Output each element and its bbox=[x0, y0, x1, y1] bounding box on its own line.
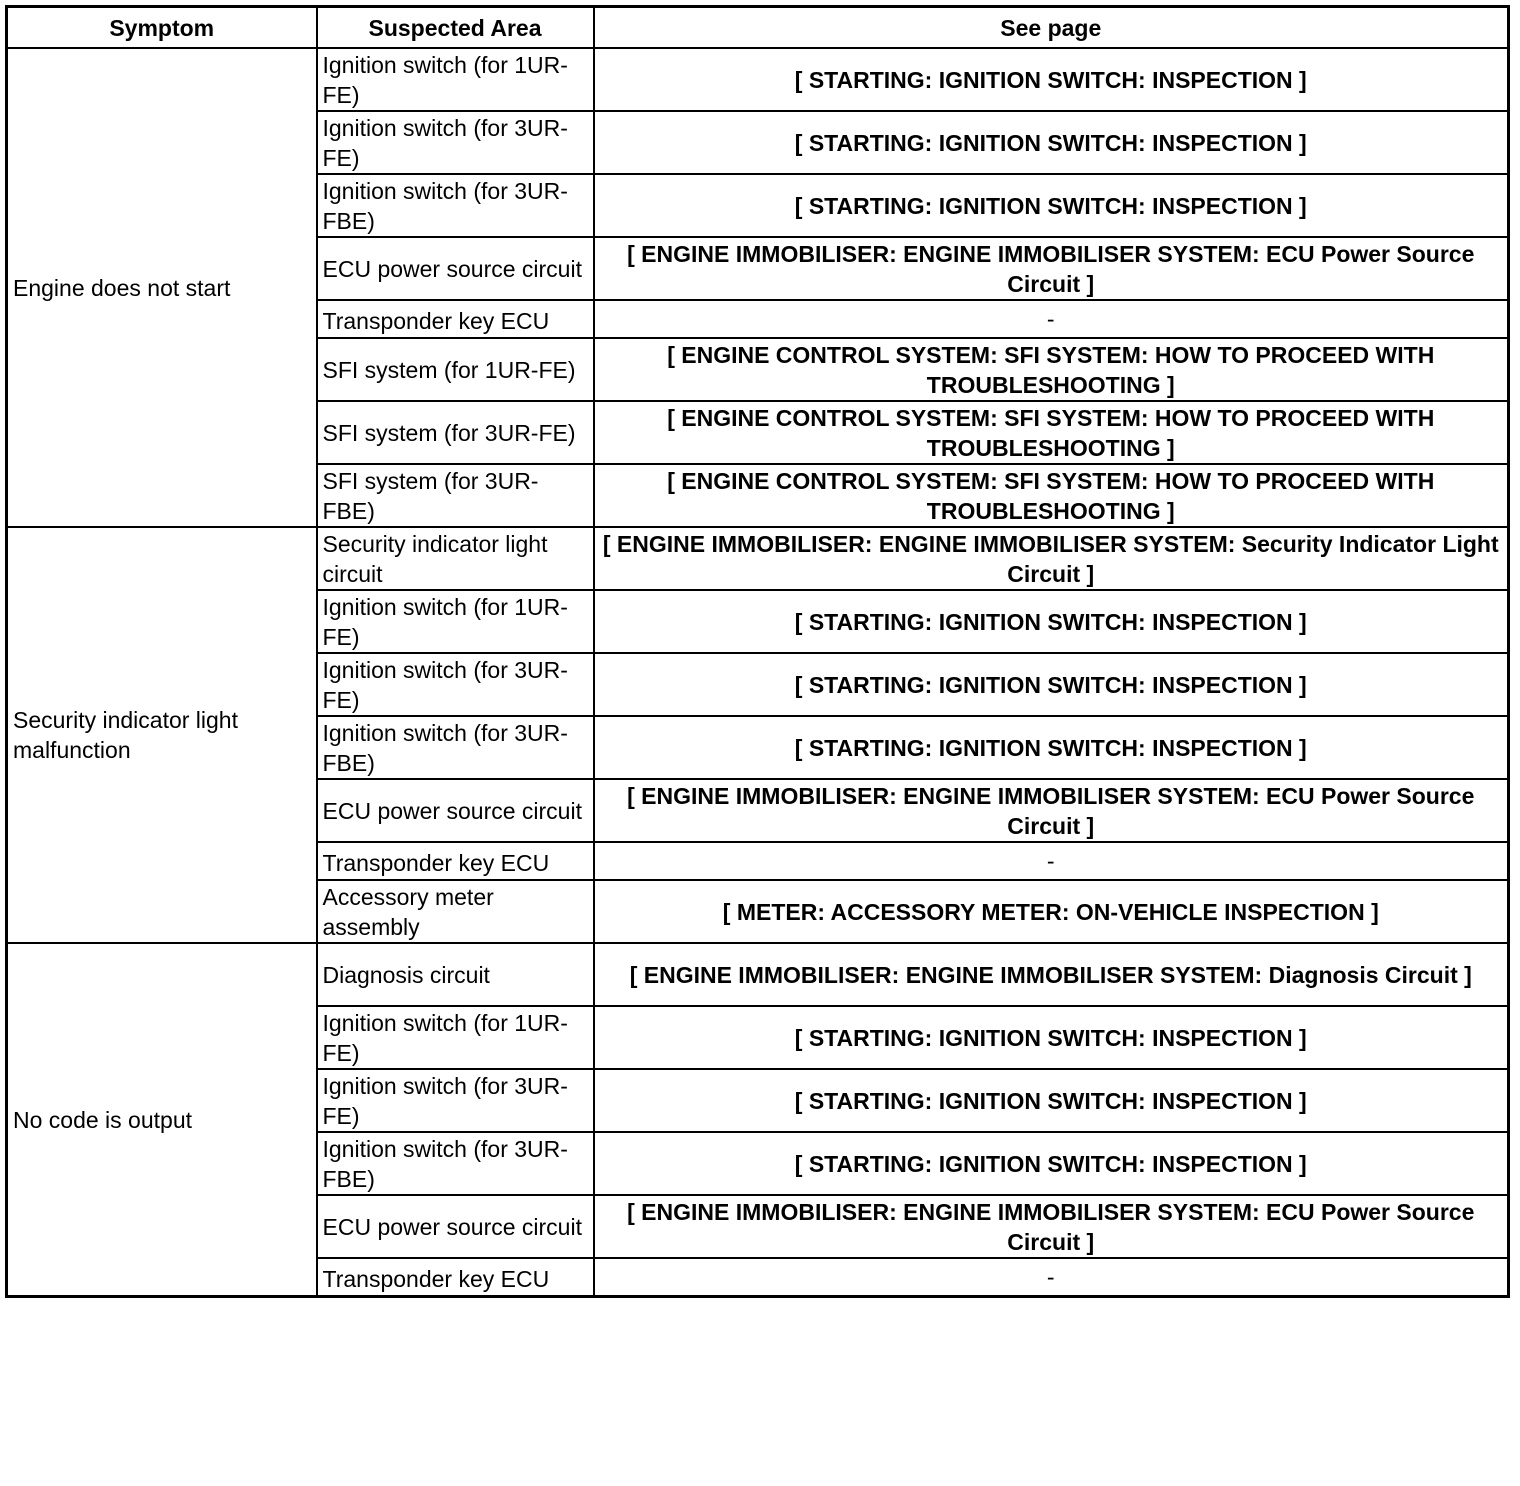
header-see-page: See page bbox=[594, 7, 1509, 49]
suspected-area-cell: Accessory meter assembly bbox=[317, 880, 594, 943]
header-symptom: Symptom bbox=[7, 7, 317, 49]
table-row bbox=[7, 943, 1509, 1006]
see-page-cell: [ STARTING: IGNITION SWITCH: INSPECTION ] bbox=[594, 48, 1509, 111]
see-page-cell: [ ENGINE IMMOBILISER: ENGINE IMMOBILISER SYSTEM: ECU Power Source Circuit ] bbox=[594, 779, 1509, 842]
suspected-area-cell: Ignition switch (for 3UR-FE) bbox=[317, 111, 594, 174]
see-page-cell: - bbox=[594, 300, 1509, 338]
suspected-area-cell: SFI system (for 3UR-FBE) bbox=[317, 464, 594, 527]
suspected-area-cell: Transponder key ECU bbox=[317, 1258, 594, 1297]
see-page-cell: [ STARTING: IGNITION SWITCH: INSPECTION ] bbox=[594, 111, 1509, 174]
suspected-area-cell: Ignition switch (for 3UR-FE) bbox=[317, 1069, 594, 1132]
see-page-cell: [ STARTING: IGNITION SWITCH: INSPECTION ] bbox=[594, 1069, 1509, 1132]
suspected-area-cell: Ignition switch (for 3UR-FBE) bbox=[317, 174, 594, 237]
see-page-cell: - bbox=[594, 842, 1509, 880]
see-page-cell: [ ENGINE IMMOBILISER: ENGINE IMMOBILISER SYSTEM: Diagnosis Circuit ] bbox=[594, 943, 1509, 1006]
suspected-area-cell: Ignition switch (for 3UR-FBE) bbox=[317, 716, 594, 779]
suspected-area-cell: Diagnosis circuit bbox=[317, 943, 594, 1006]
see-page-cell: [ STARTING: IGNITION SWITCH: INSPECTION ] bbox=[594, 653, 1509, 716]
see-page-cell: [ METER: ACCESSORY METER: ON-VEHICLE INSPECTION ] bbox=[594, 880, 1509, 943]
see-page-cell: [ STARTING: IGNITION SWITCH: INSPECTION ] bbox=[594, 590, 1509, 653]
suspected-area-cell: Ignition switch (for 3UR-FBE) bbox=[317, 1132, 594, 1195]
see-page-cell: [ ENGINE IMMOBILISER: ENGINE IMMOBILISER SYSTEM: ECU Power Source Circuit ] bbox=[594, 1195, 1509, 1258]
see-page-cell: [ ENGINE CONTROL SYSTEM: SFI SYSTEM: HOW TO PROCEED WITH TROUBLESHOOTING ] bbox=[594, 338, 1509, 401]
suspected-area-cell: Ignition switch (for 3UR-FE) bbox=[317, 653, 594, 716]
see-page-cell: - bbox=[594, 1258, 1509, 1297]
suspected-area-cell: ECU power source circuit bbox=[317, 1195, 594, 1258]
table-row bbox=[7, 527, 1509, 590]
suspected-area-cell: Transponder key ECU bbox=[317, 842, 594, 880]
symptom-cell: Security indicator light malfunction bbox=[7, 527, 317, 943]
suspected-area-cell: ECU power source circuit bbox=[317, 779, 594, 842]
see-page-cell: [ ENGINE CONTROL SYSTEM: SFI SYSTEM: HOW TO PROCEED WITH TROUBLESHOOTING ] bbox=[594, 464, 1509, 527]
table-row bbox=[7, 48, 1509, 111]
header-suspected-area: Suspected Area bbox=[317, 7, 594, 49]
see-page-cell: [ STARTING: IGNITION SWITCH: INSPECTION ] bbox=[594, 174, 1509, 237]
see-page-cell: [ STARTING: IGNITION SWITCH: INSPECTION ] bbox=[594, 716, 1509, 779]
see-page-cell: [ ENGINE IMMOBILISER: ENGINE IMMOBILISER SYSTEM: Security Indicator Light Circuit ] bbox=[594, 527, 1509, 590]
symptom-cell: No code is output bbox=[7, 943, 317, 1297]
see-page-cell: [ STARTING: IGNITION SWITCH: INSPECTION ] bbox=[594, 1006, 1509, 1069]
symptom-cell: Engine does not start bbox=[7, 48, 317, 527]
see-page-cell: [ STARTING: IGNITION SWITCH: INSPECTION ] bbox=[594, 1132, 1509, 1195]
suspected-area-cell: Ignition switch (for 1UR-FE) bbox=[317, 48, 594, 111]
suspected-area-cell: Ignition switch (for 1UR-FE) bbox=[317, 1006, 594, 1069]
see-page-cell: [ ENGINE IMMOBILISER: ENGINE IMMOBILISER SYSTEM: ECU Power Source Circuit ] bbox=[594, 237, 1509, 300]
suspected-area-cell: ECU power source circuit bbox=[317, 237, 594, 300]
suspected-area-cell: Security indicator light circuit bbox=[317, 527, 594, 590]
header-row bbox=[7, 7, 1509, 49]
suspected-area-cell: SFI system (for 3UR-FE) bbox=[317, 401, 594, 464]
suspected-area-cell: Transponder key ECU bbox=[317, 300, 594, 338]
suspected-area-cell: SFI system (for 1UR-FE) bbox=[317, 338, 594, 401]
suspected-area-cell: Ignition switch (for 1UR-FE) bbox=[317, 590, 594, 653]
troubleshooting-table bbox=[5, 5, 1510, 1298]
see-page-cell: [ ENGINE CONTROL SYSTEM: SFI SYSTEM: HOW TO PROCEED WITH TROUBLESHOOTING ] bbox=[594, 401, 1509, 464]
